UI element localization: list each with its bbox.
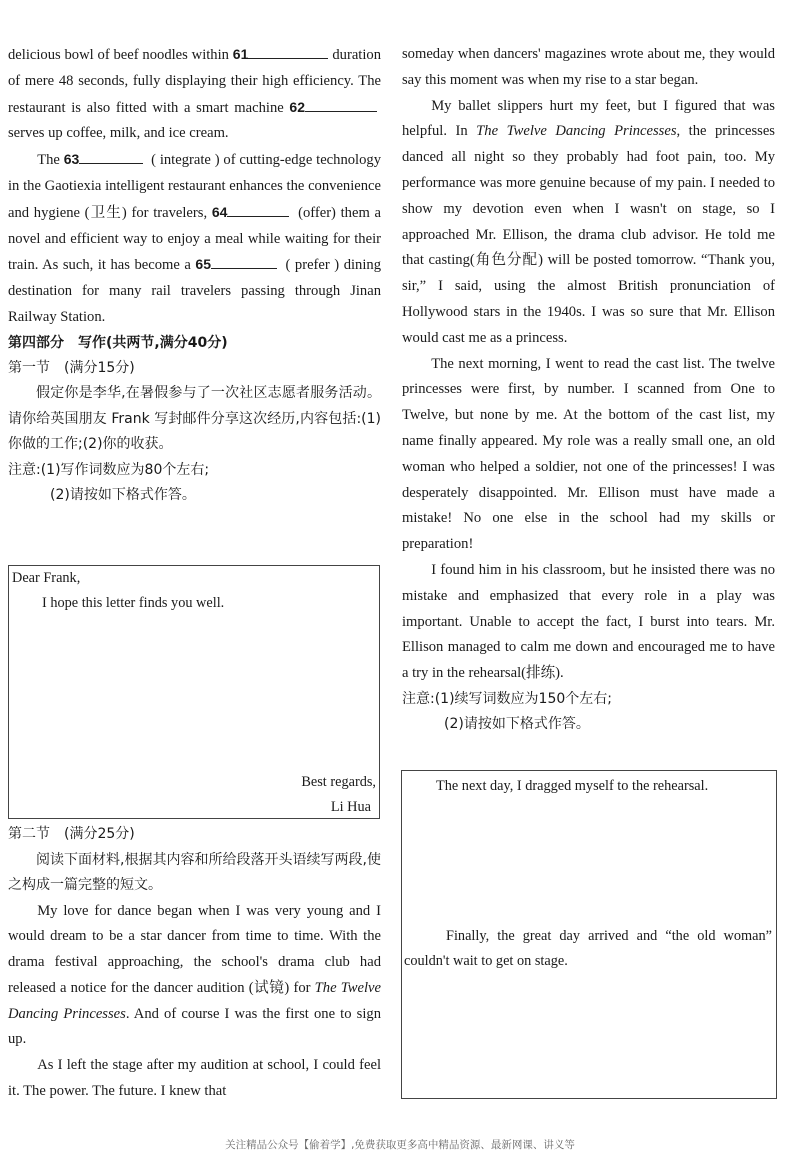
answer-blank-65[interactable] — [211, 254, 277, 269]
writing-task-1: 假定你是李华,在暑假参与了一次社区志愿者服务活动。请你给英国朋友 Frank 写封邮件分享这次经历,内容包括:(1)你做的工作;(2)你的收获。 — [8, 385, 381, 453]
story-paragraph-6: I found him in his classroom, but he insisted there was no mistake and emphasized that every role in a play was important. Unable to accept the fact, I burst into tears. Mr. Ellison managed to calm me down and encouraged me to have a try in the rehearsal(排练). — [402, 561, 775, 682]
blank-number-62: 62 — [289, 98, 305, 115]
paragraph-starter-1: The next day, I dragged myself to the rehearsal. — [436, 778, 709, 794]
blank-number-64: 64 — [211, 203, 228, 220]
section2-heading: 第二节 (满分25分) — [8, 826, 135, 842]
letter-signature: Li Hua — [330, 799, 371, 815]
writing-task-2: 阅读下面材料,根据其内容和所给段落开头语续写两段,使之构成一篇完整的短文。 — [8, 851, 381, 893]
answer-blank-61[interactable] — [248, 44, 328, 59]
blank-number-61: 61 — [232, 46, 249, 62]
paragraph-starter-2: Finally, the great day arrived and “the old woman” couldn't wait to get on stage. — [404, 928, 772, 969]
page-footer: 关注精品公众号【偷着学】,免费获取更多高中精品资源、最新网课、讲义等 — [225, 1139, 575, 1151]
letter-opening: I hope this letter finds you well. — [42, 595, 225, 611]
answer-blank-64[interactable] — [227, 202, 289, 217]
story-paragraph-3: someday when dancers' magazines wrote about me, they would say this moment was when my rise to a star began. — [402, 46, 775, 88]
right-column — [402, 42, 775, 738]
note-2: (2)请按如下格式作答。 — [50, 487, 196, 504]
answer-blank-63[interactable] — [79, 149, 143, 164]
left-column — [8, 42, 381, 509]
letter-closing: Best regards, — [301, 774, 376, 790]
left-column-lower — [8, 822, 381, 1105]
part4-heading: 第四部分 写作(共两节,满分40分) — [8, 334, 228, 351]
section1-heading: 第一节 (满分15分) — [8, 359, 135, 376]
continuation-note-2: (2)请按如下格式作答。 — [444, 716, 590, 733]
blank-number-63: 63 — [63, 151, 80, 168]
story-paragraph-5: The next morning, I went to read the cast list. The twelve princesses were first, by number. I scanned from One to Twelve, but none by me. At the bottom of the cast list, my name finally appeared. My role was a really small one, an old woman who helped a soldier, not one of the princesses! I was desperately disappointed. Mr. Ellison must have made a mistake! No one else in the school had my skills or preparation! — [402, 355, 775, 553]
blank-number-65: 65 — [195, 256, 211, 273]
note-1: 注意:(1)写作词数应为80个左右; — [8, 461, 210, 478]
story-paragraph-1: My love for dance began when I was very young and I would dream to be a star dancer from time to time. With the drama festival approaching, the school's drama club had released a notice for the dancer audition (试镜) for The Twelve Dancing Princesses. And of course I was the first one to sign up. — [8, 902, 381, 1048]
letter-answer-box[interactable] — [8, 565, 380, 819]
continuation-answer-box[interactable] — [401, 770, 777, 1099]
story-paragraph-2: As I left the stage after my audition at school, I could feel it. The power. The future. I knew that — [8, 1057, 381, 1100]
letter-greeting: Dear Frank, — [12, 570, 81, 586]
answer-blank-62[interactable] — [305, 97, 377, 112]
story-paragraph-4: My ballet slippers hurt my feet, but I figured that was helpful. In The Twelve Dancing Princesses, the princesses danced all night so they probably had foot pain, too. My performance was more genuine because of my pain. I needed to show my devotion even when I wasn't on stage, so I approached Mr. Ellison, the drama club advisor. He told me that casting(角色分配) will be posted tomorrow. “Thank you, sir,” I said, using the almost British pronunciation of Hollywood stars in the 1940s. I was so sure that Mr. Ellison would cast me as a princess. — [402, 97, 775, 346]
reading-paragraph-2: The 63 ( integrate ) of cutting-edge technology in the Gaotiexia intelligent restaurant enhances the convenience and hygiene (卫生) for travelers, 64 (offer) them a novel and efficient way to enjoy a meal while waiting for their train. As such, it has become a 65 ( prefer ) dining destination for many rail travelers passing through Jinan Railway Station. — [8, 151, 381, 325]
reading-paragraph-1: delicious bowl of beef noodles within 61 duration of mere 48 seconds, fully displaying their high efficiency. The restaurant is also fitted with a smart machine 62 serves up coffee, milk, and ice cream. — [8, 46, 381, 142]
continuation-note-1: 注意:(1)续写词数应为150个左右; — [402, 690, 612, 707]
